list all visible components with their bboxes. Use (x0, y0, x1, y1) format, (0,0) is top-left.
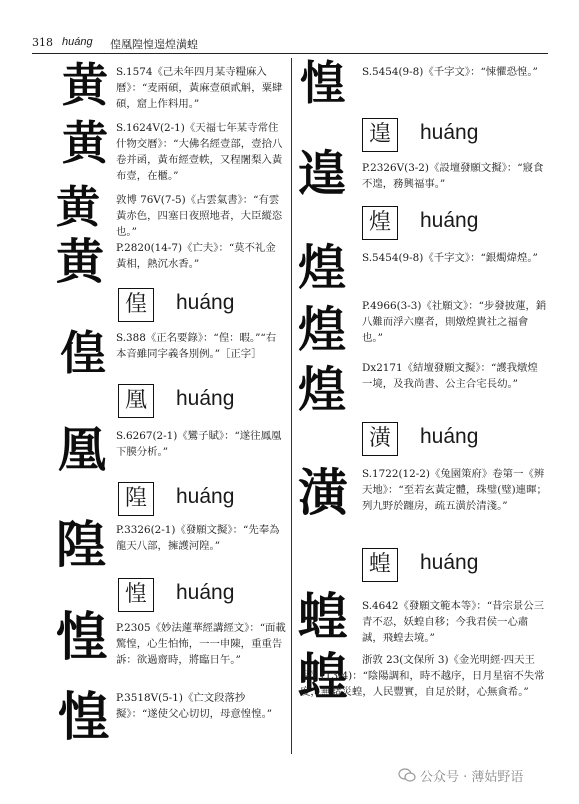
citation-entry: Dx2171《結壇發願文擬》：“護我燉煌一境，及我尚書、公主合宅長幼。” (362, 362, 538, 390)
headword-pinyin: huáng (176, 291, 235, 314)
headword-huang (362, 422, 548, 456)
citation-entry: 浙敦 23(文保所 3)《金光明經·四天王品》(13-4)：“陰陽調和，時不越序，日月星宿不失常度，無諸災蝗，人民豐實，自足於財，心無貪希。” (300, 654, 545, 698)
calligraphy-glyph: 隍 (56, 515, 106, 574)
headword-pinyin: huáng (420, 551, 479, 574)
citation-entry: S.5454(9-8)《千字文》：“悚懼恐惶。” (362, 66, 538, 78)
headword-pinyin: huáng (420, 209, 479, 232)
headword-char: 惶 (118, 578, 154, 612)
page-number: 318 (32, 36, 53, 49)
headword-huang (362, 206, 548, 240)
citation-entry: S.1722(12-2)《兔園策府》卷第一《辨天地》：“至若玄黃定體，珠璧(璧)連暉；列九野於躔房，疏五潢於清淺。” (362, 468, 547, 512)
headword-pinyin: huáng (420, 121, 479, 144)
citation-entry: S.4642《發願文範本等》：“昔宗景公三青不忍，妖蝗自移；今我君侯一心肅誠，飛蝗去境。” (362, 600, 545, 644)
running-header (32, 36, 548, 54)
calligraphy-glyph: 黄 (62, 58, 108, 112)
calligraphy-glyph: 遑 (298, 146, 347, 202)
header-characters: 偟凰隍惶遑煌潢蝗 (110, 38, 198, 51)
column-divider (291, 58, 292, 754)
citation-entry: P.2820(14-7)《亡夫》：“莫不礼金黃相，熱沉水香。” (116, 242, 276, 270)
headword-huang (362, 548, 548, 582)
watermark-text: 公众号 · 薄姑野语 (420, 770, 524, 785)
headword-char: 潢 (362, 422, 398, 456)
calligraphy-glyph: 黄 (56, 182, 100, 233)
citation-entry: P.2326V(3-2)《設壇發願文擬》：“寢食不遑，務興福事。” (362, 162, 544, 190)
calligraphy-glyph: 煌 (298, 302, 347, 358)
headword-char: 蝗 (362, 548, 398, 582)
calligraphy-glyph: 蝗 (298, 587, 348, 646)
headword-char: 偟 (118, 288, 154, 322)
headword-pinyin: huáng (176, 485, 235, 508)
citation-entry: S.1624V(2-1)《天福七年某寺常住什物交曆》：“大佛名經壹部，壹拾八卷并函，黃布經壹帙，又程闍梨入黃布壹，在櫃。” (116, 122, 283, 182)
calligraphy-glyph: 煌 (298, 362, 347, 418)
headword-pinyin: huáng (176, 581, 235, 604)
calligraphy-glyph: 惶 (58, 687, 111, 748)
headword-char: 煌 (362, 206, 398, 240)
citation-entry: P.3518V(5-1)《亡文段落抄擬》：“遂使父心切切，母意惶惶。” (116, 692, 273, 720)
citation-entry: S.1574《己未年四月某寺糧麻入曆》：“麦兩碩，黃麻壹碩貳斛，粟肆碩，窟上作料用。” (116, 66, 283, 110)
headword-huang (118, 384, 288, 418)
headword-huang (118, 482, 288, 516)
citation-entry: S.6267(2-1)《鸞子賦》：“遂往鳳凰下膜分析。” (116, 430, 282, 458)
headword-huang (118, 578, 288, 612)
calligraphy-glyph: 惶 (300, 56, 346, 110)
headword-char: 凰 (118, 384, 154, 418)
citation-entry: 敦博 76V(7-5)《占雲氣書》：“有雲黃赤色，四塞日夜照地者，大臣縱恣也。” (116, 194, 283, 238)
headword-pinyin: huáng (176, 387, 235, 410)
headword-pinyin: huáng (420, 425, 479, 448)
calligraphy-glyph: 潢 (298, 463, 348, 522)
calligraphy-glyph: 蝗 (298, 647, 348, 706)
calligraphy-glyph: 偟 (60, 326, 106, 380)
headword-huang (118, 288, 288, 322)
calligraphy-glyph: 煌 (298, 240, 347, 296)
citation-entry: P.2305《妙法蓮華經講經文》：“面載驚惶，心生怕怖，一一申陳，重重告訴：欲過齋時，將臨日午。” (116, 622, 286, 666)
headword-huang (362, 118, 548, 152)
headword-char: 遑 (362, 118, 398, 152)
header-romanization: huáng (62, 36, 93, 48)
headword-char: 隍 (118, 482, 154, 516)
calligraphy-glyph: 凰 (58, 422, 107, 478)
wechat-logo-icon (398, 768, 416, 782)
citation-entry: P.3326(2-1)《發願文擬》：“先奉為龍天八部，擁護河隍。” (116, 524, 280, 552)
calligraphy-glyph: 黄 (56, 234, 105, 290)
header-rule (32, 53, 548, 54)
citation-entry: P.4966(3-3)《社願文》：“步發披蓮，銷八難而浮六塵者，則燉煌貴社之福會也。” (362, 300, 547, 344)
calligraphy-glyph: 黄 (62, 116, 108, 170)
calligraphy-glyph: 惶 (56, 607, 109, 668)
citation-entry: S.388《正名要錄》：“偟：暇。”“右本音雖同字義各別例。”［正字］ (116, 332, 277, 360)
citation-entry: S.5454(9-8)《千字文》：“銀燭煒煌。” (362, 252, 538, 264)
